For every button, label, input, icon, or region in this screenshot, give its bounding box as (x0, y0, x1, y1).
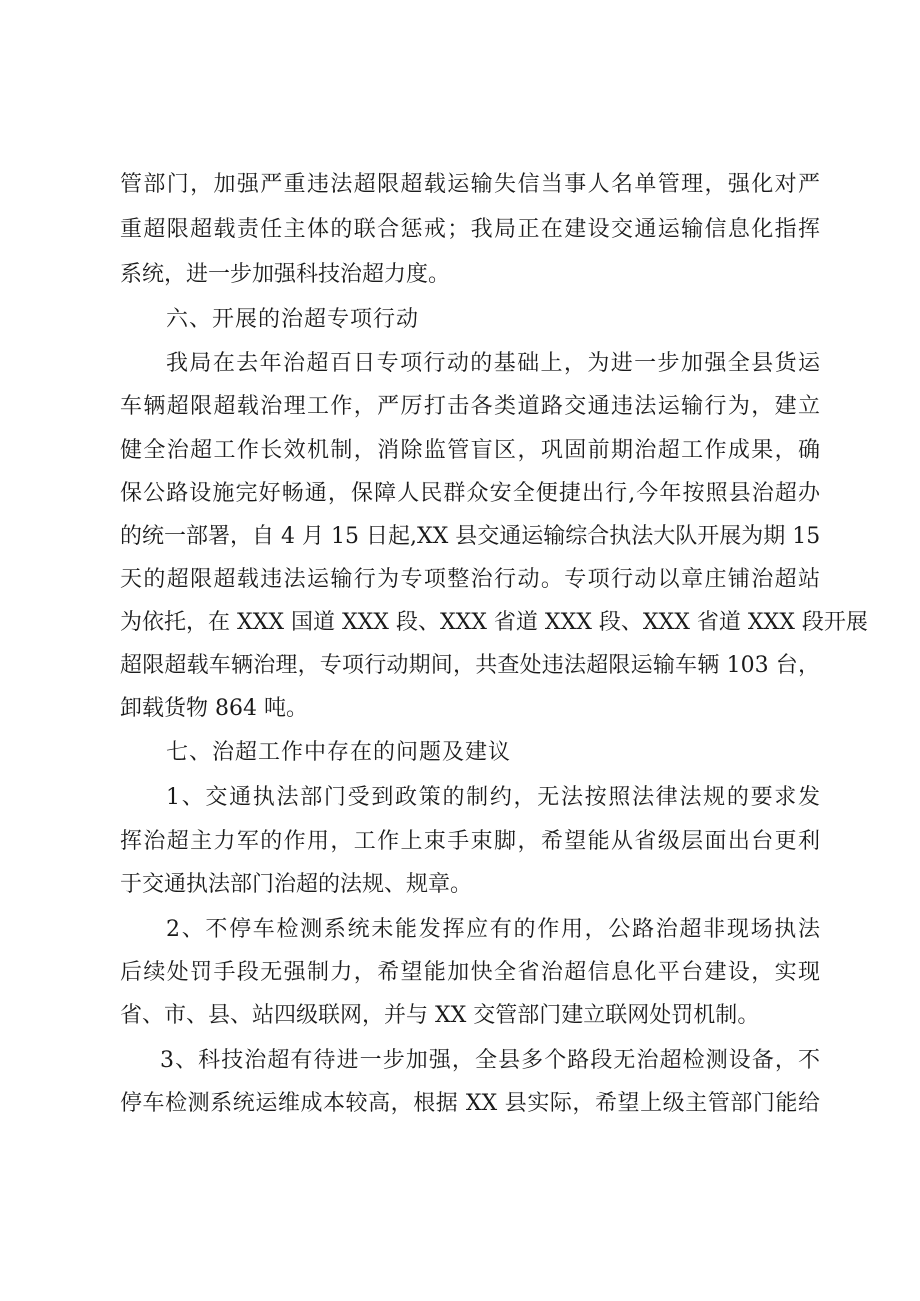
paragraph-line: 天的超限超载违法运输行为专项整治行动。专项行动以章庄铺治超站 (120, 567, 820, 592)
paragraph-line: 我局在去年治超百日专项行动的基础上，为进一步加强全县货运 (166, 351, 820, 376)
paragraph-line: 车辆超限超载治理工作，严厉打击各类道路交通违法运输行为，建立 (120, 394, 820, 419)
paragraph-line: 卸载货物 864 吨。 (120, 696, 308, 721)
paragraph-line: 重超限超载责任主体的联合惩戒；我局正在建设交通运输信息化指挥 (120, 217, 820, 242)
paragraph-line: 2、不停车检测系统未能发挥应有的作用，公路治超非现场执法 (166, 917, 820, 942)
paragraph-line: 停车检测系统运维成本较高，根据 XX 县实际，希望上级主管部门能给 (120, 1091, 820, 1116)
paragraph-line: 后续处罚手段无强制力，希望能加快全省治超信息化平台建设，实现 (120, 960, 820, 985)
section-heading: 七、治超工作中存在的问题及建议 (166, 740, 512, 765)
paragraph-line: 管部门，加强严重违法超限超载运输失信当事人名单管理，强化对严 (120, 172, 820, 197)
paragraph-line: 于交通执法部门治超的法规、规章。 (120, 872, 473, 897)
paragraph-line: 挥治超主力军的作用，工作上束手束脚，希望能从省级层面出台更利 (120, 829, 820, 854)
paragraph-line: 的统一部署，自 4 月 15 日起,XX 县交通运输综合执法大队开展为期 15 (120, 524, 821, 549)
paragraph-line: 为依托，在 XXX 国道 XXX 段、XXX 省道 XXX 段、XXX 省道 XXX 段开展 (120, 610, 868, 635)
paragraph-line: 3、科技治超有待进一步加强，全县多个路段无治超检测设备，不 (160, 1048, 820, 1073)
paragraph-line: 保公路设施完好畅通，保障人民群众安全便捷出行,今年按照县治超办 (120, 481, 820, 506)
paragraph-line: 系统，进一步加强科技治超力度。 (120, 262, 451, 287)
paragraph-line: 省、市、县、站四级联网，并与 XX 交管部门建立联网处罚机制。 (120, 1003, 760, 1028)
paragraph-line: 超限超载车辆治理，专项行动期间，共查处违法超限运输车辆 103 台， (120, 653, 820, 678)
paragraph-line: 健全治超工作长效机制，消除监管盲区，巩固前期治超工作成果，确 (120, 438, 820, 463)
section-heading: 六、开展的治超专项行动 (166, 307, 420, 332)
paragraph-line: 1、交通执法部门受到政策的制约，无法按照法律法规的要求发 (166, 785, 820, 810)
